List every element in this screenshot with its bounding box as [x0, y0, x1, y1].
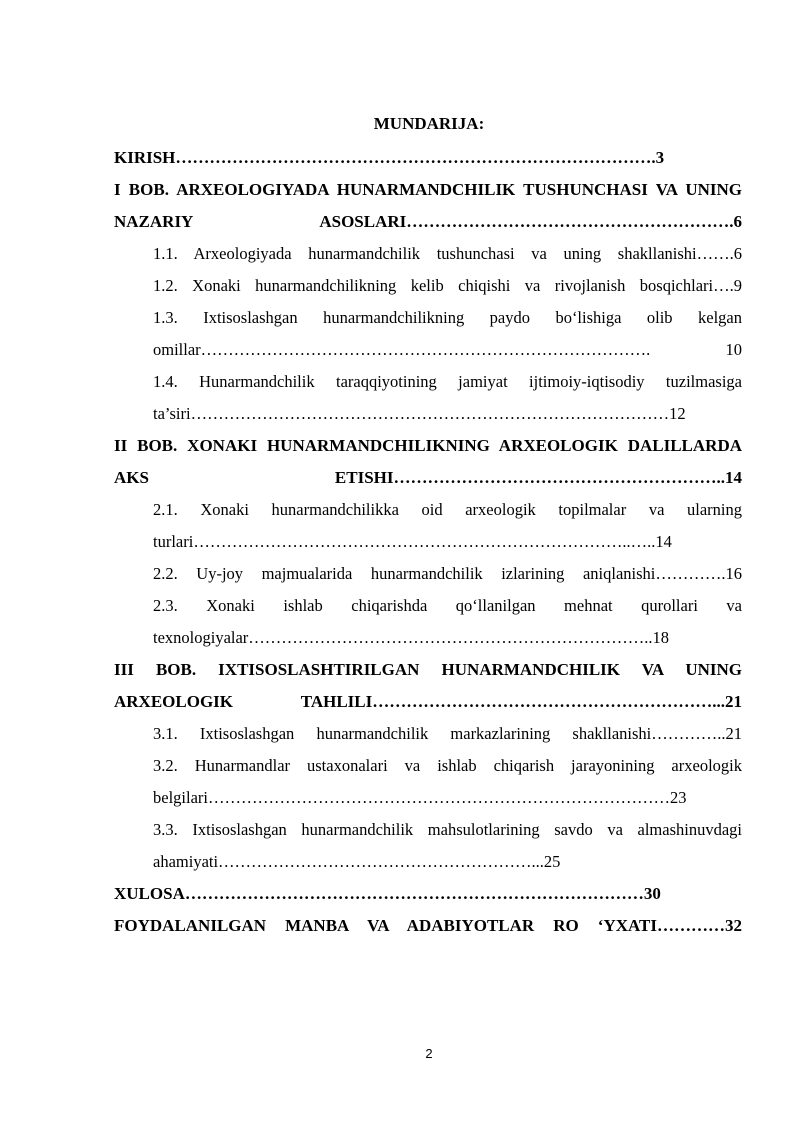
- toc-entry-section-1-3: 1.3. Ixtisoslashgan hunarmandchilikning paydo bo‘lishiga olib kelgan omillar………………………………………………………………………. 10: [153, 308, 742, 359]
- toc-entry-section-2-2: 2.2. Uy-joy majmualarida hunarmandchilik izlarining aniqlanishi………….16: [153, 564, 742, 583]
- toc-entry-section-3-2: 3.2. Hunarmandlar ustaxonalari va ishlab chiqarish jarayonining arxeologik belgilari…………………………………………………………………………23: [153, 756, 742, 807]
- toc-entry-chapter-2: II BOB. XONAKI HUNARMANDCHILIKNING ARXEOLOGIK DALILLARDA AKS ETISHI…………………………………………………..14: [114, 436, 742, 487]
- toc-entry-xulosa: XULOSA………………………………………………………………………30: [114, 884, 661, 903]
- toc-entry-section-3-1: 3.1. Ixtisoslashgan hunarmandchilik markazlarining shakllanishi…………..21: [153, 724, 742, 743]
- toc-heading: MUNDARIJA:: [373, 114, 485, 133]
- page-number: 2: [425, 1046, 433, 1061]
- toc-entry-section-1-1: 1.1. Arxeologiyada hunarmandchilik tushunchasi va uning shakllanishi…….6: [153, 244, 742, 263]
- toc-entry-section-1-2: 1.2. Xonaki hunarmandchilikning kelib chiqishi va rivojlanish bosqichlari….9: [153, 276, 742, 295]
- table-of-contents: [114, 142, 742, 942]
- toc-entry-chapter-3: III BOB. IXTISOSLASHTIRILGAN HUNARMANDCHILIK VA UNING ARXEOLOGIK TAHLILI……………………………………………………...21: [114, 660, 742, 711]
- toc-entry-kirish: KIRISH………………………………………………………………………….3: [114, 148, 665, 167]
- toc-entry-section-1-4: 1.4. Hunarmandchilik taraqqiyotining jamiyat ijtimoiy-iqtisodiy tuzilmasiga ta’siri……………………………………………………………………………12: [153, 372, 742, 423]
- toc-entry-bibliography: FOYDALANILGAN MANBA VA ADABIYOTLAR RO ‘YXATI…………32: [114, 916, 742, 935]
- toc-entry-section-3-3: 3.3. Ixtisoslashgan hunarmandchilik mahsulotlarining savdo va almashinuvdagi ahamiyati…………………………………………………...25: [153, 820, 742, 871]
- toc-entry-section-2-3: 2.3. Xonaki ishlab chiqarishda qo‘llanilgan mehnat qurollari va texnologiyalar………………………………………………………………..18: [153, 596, 742, 647]
- toc-entry-chapter-1: I BOB. ARXEOLOGIYADA HUNARMANDCHILIK TUSHUNCHASI VA UNING NAZARIY ASOSLARI………………………………………………….6: [114, 180, 742, 231]
- toc-entry-section-2-1: 2.1. Xonaki hunarmandchilikka oid arxeologik topilmalar va ularning turlari……………………………………………………………………..…..14: [153, 500, 742, 551]
